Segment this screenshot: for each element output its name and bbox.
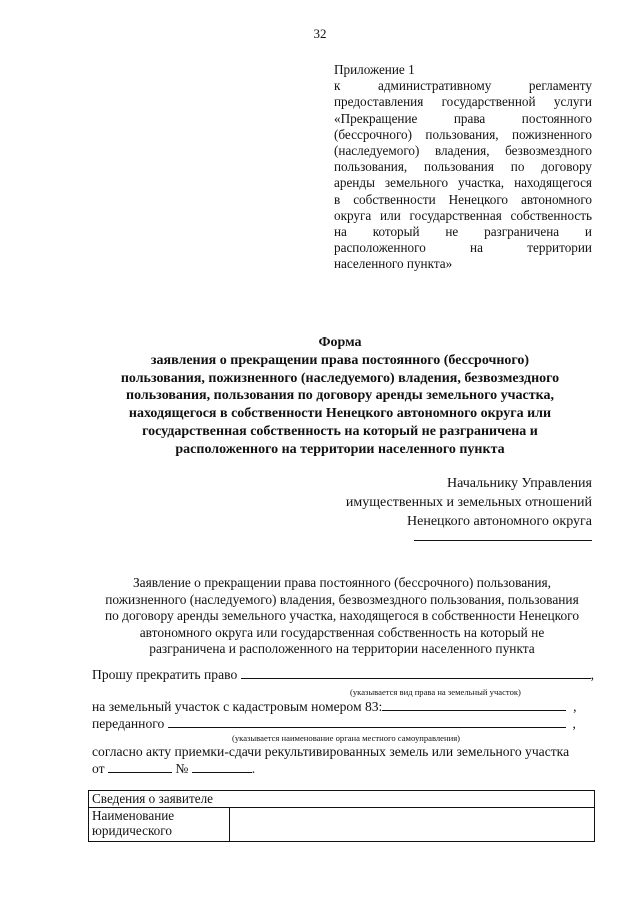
act-date-line <box>92 761 598 777</box>
cadastral-number-blank[interactable] <box>382 699 566 711</box>
page-number: 32 <box>313 26 327 41</box>
statement-heading <box>92 575 592 658</box>
addressee-line: Начальнику Управления <box>446 476 592 491</box>
form-title-line: пользования, пользования по договору аренды земельного участка, <box>126 388 554 404</box>
right-type-comma: , <box>590 667 595 682</box>
appendix-line: «Прекращение права постоянного <box>334 110 592 126</box>
appendix-line: населенного пункта» <box>334 256 453 272</box>
act-line: согласно акту приемки-сдачи рекультивированных земель или земельного участка <box>92 744 570 759</box>
appendix-line: в собственности Ненецкого автономного <box>334 191 592 207</box>
right-type-blank[interactable] <box>241 667 591 679</box>
appendix-line: расположенного на территории <box>334 240 592 256</box>
form-title <box>80 334 600 459</box>
table-row <box>89 791 595 808</box>
right-type-label: Прошу прекратить право <box>92 667 238 682</box>
org-name-label-line1: Наименование <box>92 807 175 823</box>
cadastral-line <box>92 699 598 715</box>
statement-line: автономного округа или государственная собственность на который не <box>139 624 545 640</box>
table-header-cell: Сведения о заявителе <box>89 791 595 808</box>
statement-line: пожизненного (наследуемого) владения, безвозмездного пользования, пользования <box>105 591 579 607</box>
act-number-label: № <box>175 761 189 776</box>
form-title-line: пользования, пожизненного (наследуемого) владения, безвозмездного <box>120 370 560 386</box>
table-row <box>89 807 595 841</box>
appendix-line: округа или государственная собственность <box>334 207 592 223</box>
form-heading: Форма <box>318 335 362 350</box>
transferred-comma: , <box>572 716 576 731</box>
applicant-info-table <box>88 790 595 842</box>
table-label-cell <box>89 807 230 841</box>
form-title-line: государственная собственность на который не разграничена и <box>142 423 538 439</box>
act-date-label: от <box>92 761 105 776</box>
statement-line: Заявление о прекращении права постоянного (бессрочного) пользования, <box>132 575 552 590</box>
appendix-title: Приложение 1 <box>334 62 415 77</box>
right-type-hint: (указывается вид права на земельный участок) <box>350 687 521 697</box>
transferred-label: переданного <box>92 716 165 731</box>
statement-line: разграничена и расположенного на территории населенного пункта <box>149 641 535 657</box>
appendix-line: (бессрочного) пользования, пожизненного <box>334 126 592 142</box>
transferred-line <box>92 716 598 732</box>
statement-line: по договору аренды земельного участка, находящегося в собственности Ненецкого <box>104 608 580 624</box>
cadastral-comma: , <box>573 699 577 714</box>
org-name-value-cell[interactable] <box>230 807 595 841</box>
addressee-line: Ненецкого автономного округа <box>407 514 592 529</box>
act-period: . <box>251 761 256 776</box>
form-title-line: расположенного на территории населенного пункта <box>175 441 505 457</box>
appendix-block <box>334 62 592 273</box>
appendix-line: пользования, пользования по договору <box>334 159 592 175</box>
appendix-line: предоставления государственной услуги <box>334 94 592 110</box>
addressee-name-blank[interactable] <box>414 540 592 541</box>
authority-hint: (указывается наименование органа местного самоуправления) <box>232 733 461 743</box>
authority-blank[interactable] <box>168 716 566 728</box>
appendix-line: на который не разграничена и <box>334 224 592 240</box>
act-date-blank[interactable] <box>108 761 172 773</box>
addressee-line: имущественных и земельных отношений <box>345 495 592 510</box>
form-title-line: находящегося в собственности Ненецкого автономного округа или <box>128 406 552 422</box>
appendix-line: к административному регламенту <box>334 78 592 94</box>
appendix-line: (наследуемого) владения, безвозмездного <box>334 143 592 159</box>
right-type-line <box>92 667 598 683</box>
form-title-line: заявления о прекращении права постоянного (бессрочного) <box>150 352 530 368</box>
cadastral-label: на земельный участок с кадастровым номером 83: <box>92 699 383 714</box>
org-name-label-line2: юридического <box>92 823 172 838</box>
appendix-line: аренды земельного участка, находящегося <box>334 175 592 191</box>
act-number-blank[interactable] <box>192 761 252 773</box>
addressee-block <box>346 474 592 531</box>
